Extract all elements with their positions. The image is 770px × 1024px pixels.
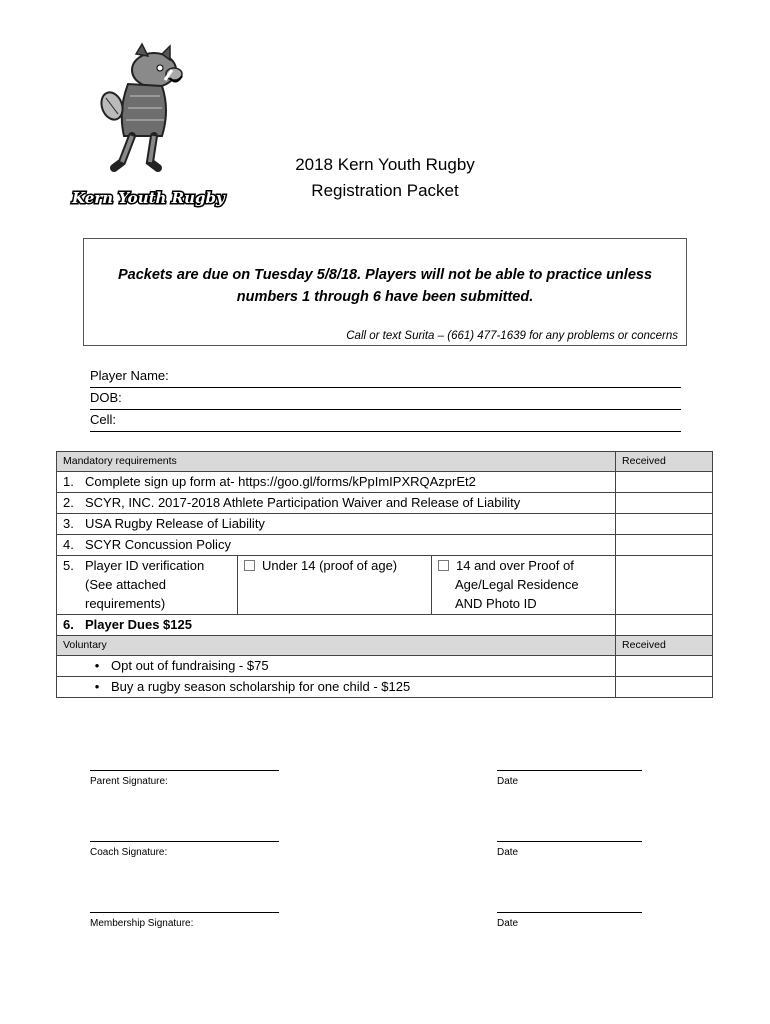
table-row xyxy=(57,472,713,493)
mandatory-header-row xyxy=(57,452,713,472)
table-row xyxy=(57,514,713,535)
mandatory-header: Mandatory requirements xyxy=(57,452,616,472)
contact-info: Call or text Surita – (661) 477-1639 for any problems or concerns xyxy=(346,330,678,342)
logo-text: Kern Youth Rugby xyxy=(72,189,225,207)
coach-date-line[interactable] xyxy=(497,841,642,842)
voluntary-item-2-text: Buy a rugby season scholarship for one child - $125 xyxy=(111,679,411,694)
title-line-2: Registration Packet xyxy=(311,181,459,200)
kern-youth-rugby-logo xyxy=(66,40,225,210)
voluntary-header: Voluntary xyxy=(57,636,616,656)
under-14-checkbox[interactable] xyxy=(244,560,255,571)
id-option-14-and-over xyxy=(432,556,616,615)
requirement-5-line1: Player ID verification xyxy=(85,558,205,573)
table-row xyxy=(57,656,713,677)
under-14-label: Under 14 (proof of age) xyxy=(262,558,398,573)
page-title xyxy=(250,152,520,204)
bullet-icon: • xyxy=(94,679,100,694)
received-cell-1[interactable] xyxy=(616,472,713,493)
requirement-5-line3: requirements) xyxy=(85,596,166,611)
cell-field[interactable] xyxy=(90,410,681,432)
requirement-2: 2. SCYR, INC. 2017-2018 Athlete Participation Waiver and Release of Liability xyxy=(57,493,616,514)
table-row xyxy=(57,615,713,636)
parent-date-label: Date xyxy=(497,776,519,787)
requirement-6-text: Player Dues $125 xyxy=(85,617,192,632)
received-header: Received xyxy=(616,452,713,472)
parent-date-line[interactable] xyxy=(497,770,642,771)
received-cell-6[interactable] xyxy=(616,615,713,636)
coach-date-label: Date xyxy=(497,847,519,858)
voluntary-item-1 xyxy=(57,656,616,677)
voluntary-item-1-text: Opt out of fundraising - $75 xyxy=(111,658,269,673)
coach-signature-line[interactable] xyxy=(90,841,279,842)
received-cell-2[interactable] xyxy=(616,493,713,514)
received-cell-4[interactable] xyxy=(616,535,713,556)
received-cell-3[interactable] xyxy=(616,514,713,535)
notice-box xyxy=(83,238,687,346)
requirement-3-text: USA Rugby Release of Liability xyxy=(85,516,265,531)
cell-label: Cell: xyxy=(90,412,117,427)
table-row xyxy=(57,535,713,556)
dob-label: DOB: xyxy=(90,390,122,405)
boar-mascot-icon xyxy=(66,40,225,210)
requirement-4-text: SCYR Concussion Policy xyxy=(85,537,231,552)
requirement-3: 3. USA Rugby Release of Liability xyxy=(57,514,616,535)
requirements-table xyxy=(56,451,713,698)
requirement-1-text: Complete sign up form at- https://goo.gl/forms/kPpImIPXRQAzprEt2 xyxy=(85,474,476,489)
membership-date-label: Date xyxy=(497,918,519,929)
over-14-checkbox[interactable] xyxy=(438,560,449,571)
parent-signature-line[interactable] xyxy=(90,770,279,771)
over-14-line3: AND Photo ID xyxy=(455,596,537,611)
table-row xyxy=(57,677,713,698)
voluntary-header-row xyxy=(57,636,713,656)
voluntary-received-header: Received xyxy=(616,636,713,656)
membership-signature-line[interactable] xyxy=(90,912,279,913)
table-row xyxy=(57,556,713,615)
player-name-field[interactable] xyxy=(90,366,681,388)
requirement-1: 1. Complete sign up form at- https://goo.gl/forms/kPpImIPXRQAzprEt2 xyxy=(57,472,616,493)
coach-signature-label: Coach Signature: xyxy=(90,847,168,858)
dob-field[interactable] xyxy=(90,388,681,410)
table-row xyxy=(57,493,713,514)
bullet-icon: • xyxy=(94,658,100,673)
due-date-notice: Packets are due on Tuesday 5/8/18. Players will not be able to practice unless numbers 1 through 6 have been submitted. xyxy=(117,267,653,305)
title-line-1: 2018 Kern Youth Rugby xyxy=(295,155,475,174)
requirement-4: 4. SCYR Concussion Policy xyxy=(57,535,616,556)
received-cell-5[interactable] xyxy=(616,556,713,615)
over-14-line2: Age/Legal Residence xyxy=(455,577,579,592)
voluntary-item-2 xyxy=(57,677,616,698)
parent-signature-label: Parent Signature: xyxy=(90,776,168,787)
requirement-5: 5. Player ID verification (See attached requirements) xyxy=(57,556,238,615)
membership-signature-label: Membership Signature: xyxy=(90,918,194,929)
player-name-label: Player Name: xyxy=(90,368,169,383)
membership-date-line[interactable] xyxy=(497,912,642,913)
requirement-2-text: SCYR, INC. 2017-2018 Athlete Participation Waiver and Release of Liability xyxy=(85,495,521,510)
voluntary-received-cell-2[interactable] xyxy=(616,677,713,698)
requirement-5-line2: (See attached xyxy=(85,577,166,592)
over-14-line1: 14 and over Proof of xyxy=(456,558,574,573)
requirement-6: 6. Player Dues $125 xyxy=(57,615,616,636)
voluntary-received-cell-1[interactable] xyxy=(616,656,713,677)
id-option-under-14 xyxy=(238,556,432,615)
